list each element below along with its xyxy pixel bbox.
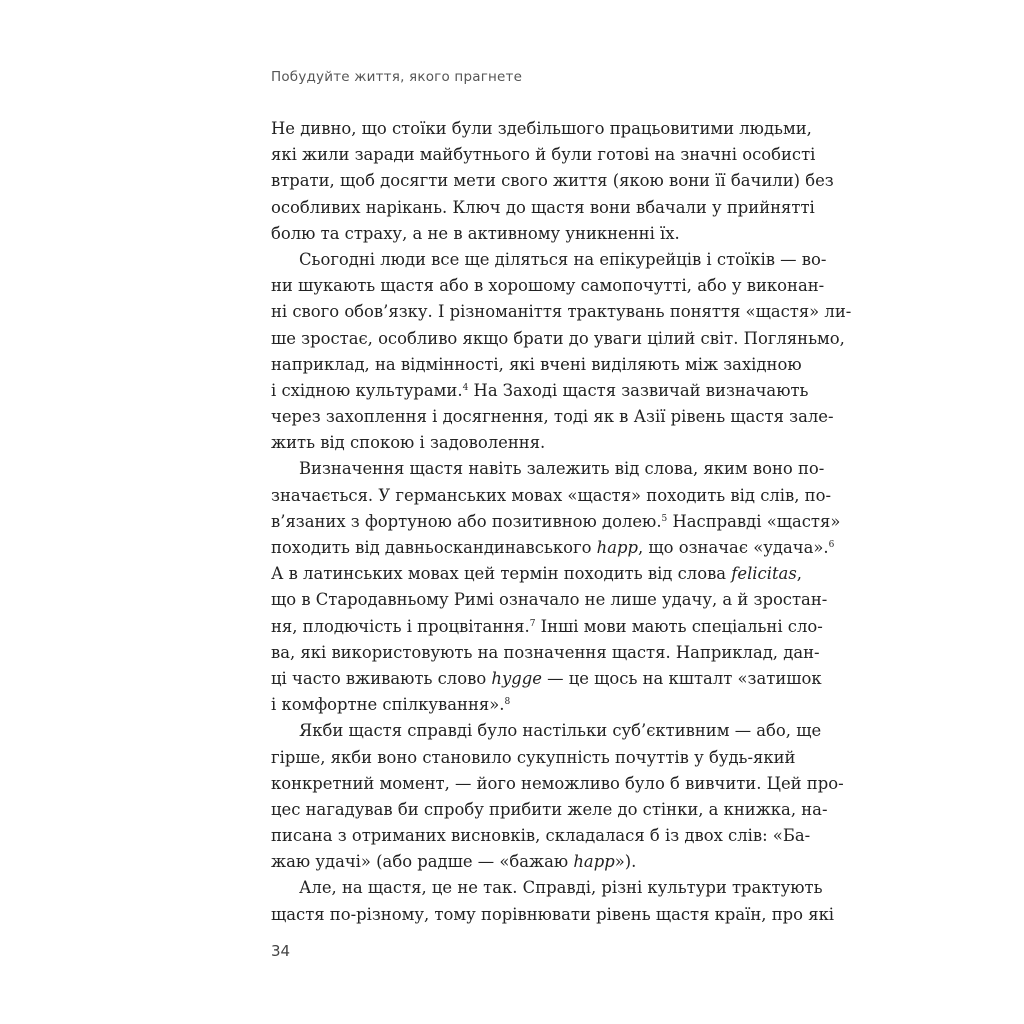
text-line: [271, 404, 834, 430]
text-run: гірше, якби воно становило сукупність почуттів у будь-який: [271, 747, 796, 767]
text-run: конкретний момент, — його неможливо було б вивчити. Цей про-: [271, 773, 844, 793]
text-line: [271, 797, 828, 823]
text-line: [271, 692, 785, 718]
text-run: ше зростає, особливо якщо брати до уваги цілий світ. Погляньмо,: [271, 328, 845, 348]
text-line: [271, 142, 816, 168]
paragraph: [271, 456, 841, 718]
text-line: [271, 299, 852, 325]
text-run: А в латинських мовах цей термін походить від слова: [271, 564, 732, 584]
text-line: [271, 273, 825, 299]
text-run: писана з отриманих висновків, складалася б із двох слів: «Ба-: [271, 826, 811, 846]
text-run: Сьогодні люди все ще діляться на епікурейців і стоїків — во-: [299, 249, 827, 269]
paragraph: [271, 116, 834, 247]
text-run: На Заході щастя зазвичай визначають: [468, 380, 809, 400]
text-run: втрати, щоб досягти мети свого життя (якою вони її бачили) без: [271, 171, 834, 191]
footnote-ref: 4: [462, 382, 469, 393]
text-line: [271, 483, 832, 509]
text-run: значається. У германських мовах «щастя» походить від слів, по-: [271, 485, 832, 505]
italic-term: hygge: [491, 668, 542, 688]
text-run: »).: [614, 852, 637, 872]
text-line: [271, 745, 796, 771]
paragraph: [271, 875, 835, 927]
text-line: [271, 718, 822, 744]
text-line: [271, 823, 811, 849]
text-run: — це щось на кшталт «затишок: [541, 668, 822, 688]
text-run: походить від давньоскандинавського: [271, 538, 597, 557]
text-run: ці часто вживають слово: [271, 668, 492, 688]
paragraph: [271, 718, 844, 875]
text-run: ва, які використовують на позначення щастя. Наприклад, дан-: [271, 642, 820, 662]
text-run: і комфортне спілкування».: [271, 695, 505, 715]
italic-term: happ: [573, 852, 615, 872]
italic-term: felicitas: [731, 564, 797, 584]
text-line: [271, 116, 812, 142]
text-run: щастя по-різному, тому порівнювати рівень щастя країн, про які: [271, 904, 835, 924]
text-line: [271, 535, 835, 561]
paragraph: [271, 247, 852, 457]
text-line: [271, 771, 844, 797]
footnote-ref: 8: [504, 697, 511, 708]
text-line: [271, 587, 828, 613]
text-run: цес нагадував би спробу прибити желе до стінки, а книжка, на-: [271, 799, 828, 819]
text-line: [271, 666, 822, 692]
text-line: [271, 849, 785, 875]
text-run: Якби щастя справді було настільки суб’єктивним — або, ще: [299, 721, 822, 741]
text-line: [271, 378, 809, 404]
text-run: що в Стародавньому Римі означало не лише удачу, а й зростан-: [271, 590, 828, 610]
page-number: 34: [271, 942, 291, 960]
footnote-ref: 5: [661, 513, 668, 524]
text-run: наприклад, на відмінності, які вчені виділяють між західною: [271, 354, 802, 374]
text-run: жаю удачі» (або радше — «бажаю: [271, 852, 574, 872]
body-text: [271, 116, 852, 928]
footnote-ref: 6: [828, 540, 835, 550]
footnote-ref: 7: [529, 618, 536, 629]
text-line: [271, 614, 823, 640]
text-run: і східною культурами.: [271, 380, 463, 400]
text-run: ни шукають щастя або в хорошому самопочутті, або у виконан-: [271, 276, 825, 296]
text-line: [271, 640, 820, 666]
text-run: ня, плодючість і процвітання.: [271, 616, 530, 636]
text-run: болю та страху, а не в активному уникненні їх.: [271, 223, 680, 243]
text-line: [271, 456, 825, 482]
italic-term: happ: [596, 538, 638, 557]
text-line: [271, 875, 823, 901]
text-line: [271, 352, 802, 378]
running-head: Побудуйте життя, якого прагнете: [271, 69, 523, 85]
text-line: [271, 326, 845, 352]
text-line: [271, 430, 785, 456]
text-run: ні свого обов’язку. І різноманіття трактувань поняття «щастя» ли-: [271, 302, 852, 322]
text-line: [271, 221, 785, 247]
text-line: [271, 195, 815, 221]
text-run: Інші мови мають спеціальні сло-: [535, 616, 823, 636]
text-run: особливих нарікань. Ключ до щастя вони вбачали у прийнятті: [271, 197, 815, 217]
text-line: [271, 168, 834, 194]
text-run: жить від спокою і задоволення.: [271, 433, 546, 453]
text-line: [271, 509, 841, 535]
text-run: Але, на щастя, це не так. Справді, різні культури трактують: [299, 878, 823, 898]
text-run: які жили заради майбутнього й були готові на значні особисті: [271, 145, 816, 165]
text-run: ,: [796, 564, 802, 584]
text-run: Насправді «щастя»: [667, 511, 841, 531]
text-run: , що означає «удача».: [637, 538, 829, 557]
text-run: через захоплення і досягнення, тоді як в Азії рівень щастя зале-: [271, 407, 834, 427]
text-run: Не дивно, що стоїки були здебільшого працьовитими людьми,: [271, 119, 812, 138]
text-run: Визначення щастя навіть залежить від слова, яким воно по-: [299, 459, 825, 479]
text-run: в’язаних з фортуною або позитивною долею.: [271, 511, 662, 531]
text-line: [271, 561, 802, 587]
text-line: [271, 902, 835, 928]
text-line: [271, 247, 827, 273]
